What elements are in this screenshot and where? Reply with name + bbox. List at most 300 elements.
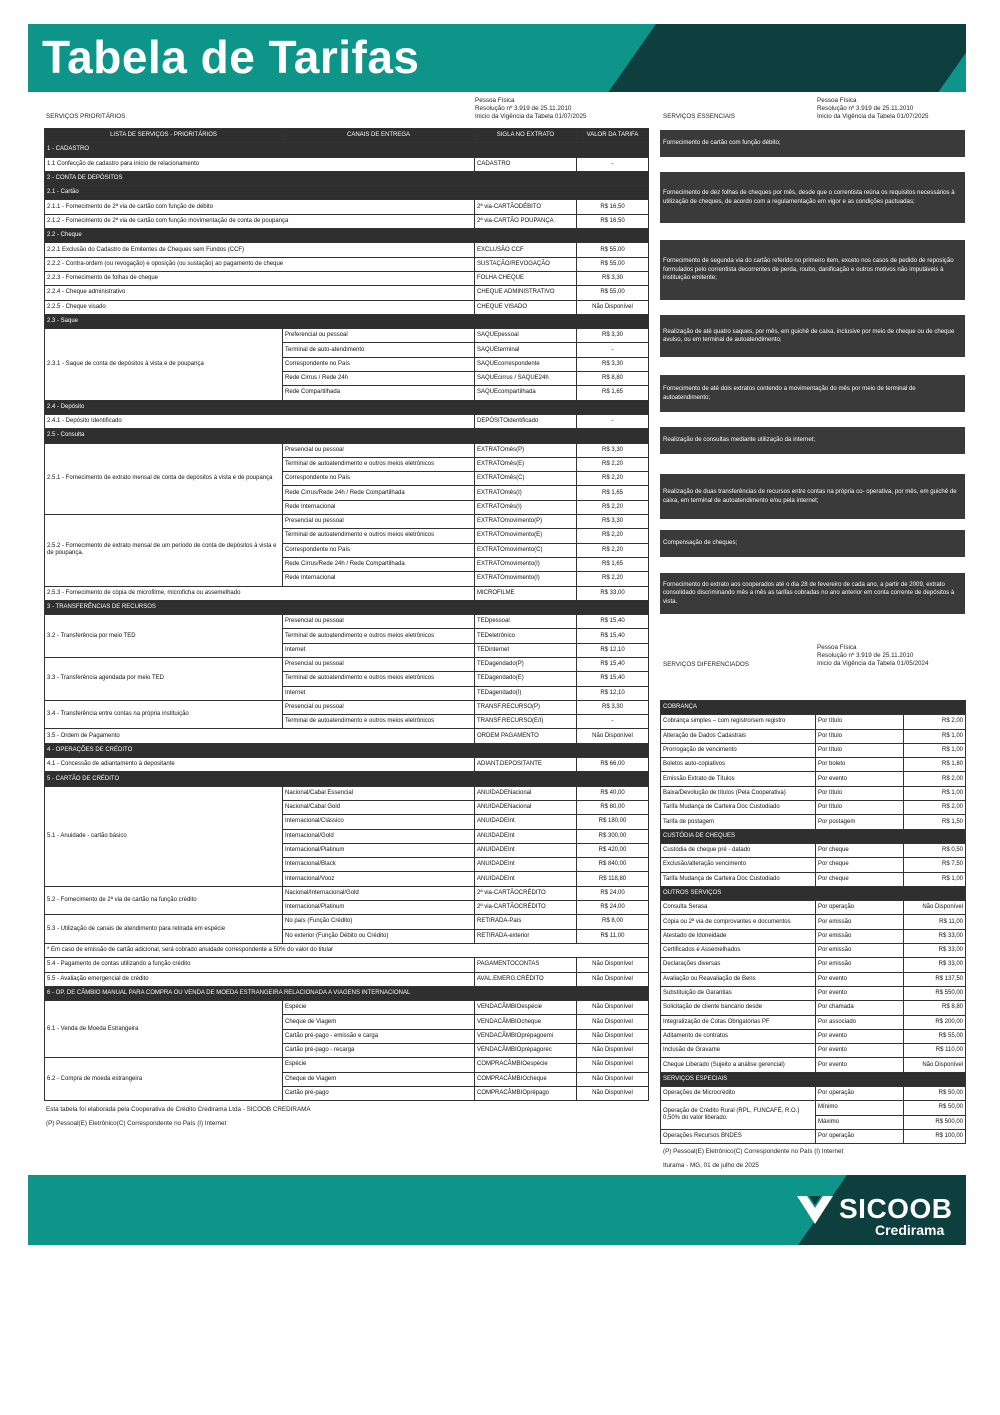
statement-code: VENDACÂMBIOespécie xyxy=(475,1001,577,1015)
right-meta-line: Resolução nº 3.919 de 25.11.2010 xyxy=(817,105,914,112)
fee-value: R$ 1,65 xyxy=(577,386,649,400)
statement-code: SAQUEcorrespondente xyxy=(475,357,577,371)
essencial-item: Fornecimento de segunda via do cartão referido no primeiro item, exceto nos casos de pedido de reposição formulados pelo correntista decorrentes de perda, roubo, danificação e outros motivos não imputáveis à instituição emitente; xyxy=(660,240,965,300)
fee-value: R$ 33,00 xyxy=(904,929,966,943)
charge-unit: Por evento xyxy=(816,986,904,1000)
table-row xyxy=(661,815,966,829)
right-section-label: SERVIÇOS ESSENCIAIS xyxy=(663,113,735,120)
table-row xyxy=(661,986,966,1000)
essencial-item: Fornecimento de até dois extratos contendo a movimentação do mês por meio de terminal de autoatendimento; xyxy=(660,375,965,412)
delivery-channel: Presencial ou pessoal xyxy=(283,700,475,714)
left-footer-note: Esta tabela foi elaborada pela Cooperativa de Crédito Credirama Ltda - SICOOB CREDIRAMA xyxy=(46,1106,311,1113)
fee-value: - xyxy=(577,715,649,729)
delivery-channel: Terminal de autoatendimento e outros meios eletrônicos xyxy=(283,672,475,686)
fee-value: R$ 24,00 xyxy=(577,901,649,915)
service-name: 2.5.3 - Fornecimento de cópia de microfilme, microficha ou assemelhado xyxy=(45,586,475,600)
diff-meta-line: Inicio da Vigência da Tabela 01/05/2024 xyxy=(817,660,929,667)
section-title: 1 - CADASTRO xyxy=(45,143,649,157)
statement-code: TEDpessoal xyxy=(475,615,577,629)
fee-value: R$ 2,20 xyxy=(577,472,649,486)
table-row xyxy=(45,243,649,257)
statement-code: TEDinternet xyxy=(475,643,577,657)
charge-unit: Por cheque xyxy=(816,872,904,886)
delivery-channel: Internacional/Platinum xyxy=(283,901,475,915)
table-row xyxy=(661,1029,966,1043)
statement-code: EXTRATOmovimento(P) xyxy=(475,515,577,529)
section-row xyxy=(45,143,649,157)
diff-meta-line: Pessoa Física xyxy=(817,644,857,651)
service-name: 2.1.2 - Fornecimento de 2ª via de cartão com função movimentação de conta de poupança xyxy=(45,214,475,228)
table-row xyxy=(45,329,649,343)
statement-code: AVAL.EMERG.CRÉDITO xyxy=(475,972,577,986)
service-name: 2.2.3 - Fornecimento de folhas de cheque xyxy=(45,271,475,285)
section-row xyxy=(661,886,966,900)
service-name: 3.2 - Transferência por meio TED xyxy=(45,615,283,658)
statement-code: RETIRADA-País xyxy=(475,915,577,929)
table-header-row xyxy=(45,129,649,143)
statement-code: 2ª via-CARTÃOCRÉDITO xyxy=(475,886,577,900)
delivery-channel: Preferencial ou pessoal xyxy=(283,329,475,343)
charge-unit: Por título xyxy=(816,715,904,729)
statement-code: ANUIDADEInt xyxy=(475,843,577,857)
service-name: 5.5 - Avaliação emergencial de crédito xyxy=(45,972,475,986)
charge-unit: Por evento xyxy=(816,972,904,986)
fee-value: R$ 550,00 xyxy=(904,986,966,1000)
charge-unit: Por operação xyxy=(816,1087,904,1101)
fee-value: Não Disponível xyxy=(577,1015,649,1029)
table-row xyxy=(45,958,649,972)
section-title: 2.1 - Cartão xyxy=(45,186,649,200)
table-row xyxy=(661,872,966,886)
service-name: Integralização de Cotas Obrigatórias PF xyxy=(661,1015,816,1029)
delivery-channel: Espécie xyxy=(283,1001,475,1015)
fee-value: Não Disponível xyxy=(577,300,649,314)
left-meta-line: Resolução nº 3.919 de 25.11.2010 xyxy=(475,105,572,112)
table-row xyxy=(661,1001,966,1015)
charge-unit: Por título xyxy=(816,729,904,743)
fee-value: Não Disponível xyxy=(577,1001,649,1015)
service-name: Cópia ou 2ª via de comprovantes e documentos xyxy=(661,915,816,929)
delivery-channel: Terminal de autoatendimento e outros meios eletrônicos xyxy=(283,715,475,729)
delivery-channel: Cartão pré-pago - recarga xyxy=(283,1044,475,1058)
charge-unit: Por evento xyxy=(816,1058,904,1072)
table-note: * Em caso de emissão de cartão adicional, será cobrado anuidade correspondente a 50% do valor do titular xyxy=(45,943,649,957)
charge-unit: Por emissão xyxy=(816,958,904,972)
statement-code: ANUIDADEInt xyxy=(475,872,577,886)
delivery-channel: Terminal de autoatendimento e outros meios eletrônicos xyxy=(283,529,475,543)
col-header: VALOR DA TARIFA xyxy=(577,129,649,143)
left-meta xyxy=(475,97,586,121)
service-name: Cobrança simples – com registro/sem registro xyxy=(661,715,816,729)
fee-value: R$ 1,00 xyxy=(904,743,966,757)
charge-unit: Por emissão xyxy=(816,915,904,929)
delivery-channel: Terminal de auto-atendimento xyxy=(283,343,475,357)
table-row xyxy=(661,729,966,743)
charge-unit: Por cheque xyxy=(816,858,904,872)
charge-unit: Por título xyxy=(816,743,904,757)
service-name: Tarifa Mudança de Carteira Doc Custodiado xyxy=(661,872,816,886)
delivery-channel: Nacional/Internacional/Gold xyxy=(283,886,475,900)
diferenciados-table xyxy=(660,700,966,1144)
table-row xyxy=(45,157,649,171)
fee-value: R$ 7,50 xyxy=(904,858,966,872)
fee-value: R$ 1,50 xyxy=(904,815,966,829)
table-row xyxy=(45,586,649,600)
fee-value: R$ 55,00 xyxy=(577,286,649,300)
table-row xyxy=(661,772,966,786)
delivery-channel: Rede Internacional xyxy=(283,500,475,514)
fee-value: Não Disponível xyxy=(577,729,649,743)
service-name: 1.1 Confecção de cadastro para início de relacionamento xyxy=(45,157,475,171)
table-row xyxy=(45,615,649,629)
delivery-channel: Internacional/Black xyxy=(283,858,475,872)
fee-value: R$ 15,40 xyxy=(577,672,649,686)
statement-code: 2ª via-CARTÃO POUPANÇA xyxy=(475,214,577,228)
sicoob-logo xyxy=(795,1190,955,1240)
essencial-item: Realização de consultas mediante utilização da internet; xyxy=(660,427,965,454)
service-name: Tarifa Mudança de Carteira Doc Custodiado xyxy=(661,801,816,815)
delivery-channel: Internet xyxy=(283,686,475,700)
statement-code: ANUIDADEInt xyxy=(475,829,577,843)
table-row xyxy=(661,915,966,929)
delivery-channel: No exterior (Função Débito ou Crédito) xyxy=(283,929,475,943)
fee-value: - xyxy=(577,343,649,357)
statement-code: 2ª via-CARTÃOCRÉDITO xyxy=(475,901,577,915)
fee-value: Não Disponível xyxy=(577,1058,649,1072)
delivery-channel: Internacional/Clássico xyxy=(283,815,475,829)
fee-value: R$ 16,50 xyxy=(577,200,649,214)
service-name: 3.3 - Transferência agendada por meio TED xyxy=(45,657,283,700)
statement-code: EXTRATOmovimento(I) xyxy=(475,572,577,586)
table-row xyxy=(45,915,649,929)
fee-value: R$ 2,20 xyxy=(577,543,649,557)
essencial-item: Fornecimento do extrato aos cooperados até o dia 28 de fevereiro de cada ano, a partir de 2009, extrato consolidado discriminando mês a mês as tarifas cobradas no ano anterior em conta corrente de depósitos à vista. xyxy=(660,573,965,614)
fee-value: R$ 8,00 xyxy=(577,915,649,929)
table-row xyxy=(45,758,649,772)
section-row xyxy=(661,1072,966,1086)
fee-value: R$ 118,80 xyxy=(577,872,649,886)
table-row xyxy=(45,972,649,986)
delivery-channel: Correspondente no País xyxy=(283,543,475,557)
statement-code: CADASTRO xyxy=(475,157,577,171)
essencial-item: Fornecimento de dez folhas de cheques por mês, desde que o correntista reúna os requisitos necessários à utilização de cheques, de acordo com a regulamentação em vigor e as condições pactuadas; xyxy=(660,172,965,223)
service-name: 6.2 - Compra de moeda estrangeira xyxy=(45,1058,283,1101)
service-name: Inclusão de Gravame xyxy=(661,1044,816,1058)
service-name: Consulta Serasa xyxy=(661,901,816,915)
right-footer-legend: (P) Pessoal(E) Eletrônico(C) Correspondente no País (I) Internet xyxy=(663,1148,844,1155)
fee-value: R$ 15,40 xyxy=(577,657,649,671)
delivery-channel: Correspondente no País xyxy=(283,472,475,486)
logo-sub: Credirama xyxy=(875,1222,945,1238)
delivery-channel: Nacional/Cabal Gold xyxy=(283,800,475,814)
delivery-channel: Terminal de autoatendimento e outros meios eletrônicos xyxy=(283,629,475,643)
service-name: 2.5.1 - Fornecimento de extrato mensal de conta de depósitos à vista e de poupança xyxy=(45,443,283,514)
statement-code: SAQUEterminal xyxy=(475,343,577,357)
statement-code: VENDACÂMBIOprépagorec xyxy=(475,1044,577,1058)
table-row xyxy=(45,886,649,900)
table-row xyxy=(661,1015,966,1029)
statement-code: EXTRATOmovimento(I) xyxy=(475,557,577,571)
page-title: Tabela de Tarifas xyxy=(42,31,420,83)
table-row xyxy=(661,1101,966,1115)
section-row xyxy=(45,400,649,414)
service-name: Declarações diversas xyxy=(661,958,816,972)
section-title: 2.2 - Cheque xyxy=(45,229,649,243)
fee-value: R$ 24,00 xyxy=(577,886,649,900)
statement-code: FOLHA CHEQUE xyxy=(475,271,577,285)
statement-code: ORDEM PAGAMENTO xyxy=(475,729,577,743)
section-row xyxy=(45,600,649,614)
section-title: 6 - OP. DE CÂMBIO MANUAL PARA COMPRA OU VENDA DE MOEDA ESTRANGEIRA RELACIONADA A VIAGENS INTERNACIONAL xyxy=(45,986,649,1000)
charge-unit: Por emissão xyxy=(816,929,904,943)
service-name: Prorrogação de vencimento xyxy=(661,743,816,757)
service-name: 2.3.1 - Saque de conta de depósitos à vista e de poupança xyxy=(45,329,283,400)
fee-value: R$ 16,50 xyxy=(577,214,649,228)
fee-value: R$ 55,00 xyxy=(577,243,649,257)
fee-value: R$ 1,65 xyxy=(577,557,649,571)
table-row xyxy=(661,843,966,857)
table-row xyxy=(661,1087,966,1101)
section-row xyxy=(661,829,966,843)
service-name: Custódia de cheque pré - datado xyxy=(661,843,816,857)
charge-unit: Por evento xyxy=(816,1029,904,1043)
section-title: 3 - TRANSFERÊNCIAS DE RECURSOS xyxy=(45,600,649,614)
fee-value: R$ 840,00 xyxy=(577,858,649,872)
statement-code: TEDagendado(I) xyxy=(475,686,577,700)
table-row xyxy=(661,858,966,872)
table-row xyxy=(45,286,649,300)
statement-code: ANUIDADEInt xyxy=(475,858,577,872)
service-name: Operações de Microcrédito xyxy=(661,1087,816,1101)
charge-unit: Por título xyxy=(816,786,904,800)
fee-value: R$ 0,50 xyxy=(904,843,966,857)
section-row xyxy=(45,743,649,757)
delivery-channel: Cheque de Viagem xyxy=(283,1072,475,1086)
service-name: 3.4 - Transferência entre contas na própria instituição xyxy=(45,700,283,729)
fee-value: R$ 55,00 xyxy=(904,1029,966,1043)
service-name: 2.4.1 - Depósito Identificado xyxy=(45,414,475,428)
statement-code: EXTRATOmovimento(E) xyxy=(475,529,577,543)
table-row xyxy=(45,200,649,214)
delivery-channel: Rede Cirrus/Rede 24h / Rede Compartilhada xyxy=(283,486,475,500)
fee-value: R$ 80,00 xyxy=(577,800,649,814)
charge-unit: Por operação xyxy=(816,901,904,915)
delivery-channel: Cartão pré-pago xyxy=(283,1086,475,1100)
fee-value: Não Disponível xyxy=(577,1086,649,1100)
fee-value: R$ 2,00 xyxy=(904,772,966,786)
service-name: 5.4 - Pagamento de contas utilizando a função crédito xyxy=(45,958,475,972)
left-section-label: SERVIÇOS PRIORITÁRIOS xyxy=(46,113,126,120)
table-row xyxy=(45,214,649,228)
fee-value: R$ 500,00 xyxy=(904,1115,966,1129)
table-row xyxy=(45,943,649,957)
section-row xyxy=(661,701,966,715)
section-title: OUTROS SERVIÇOS xyxy=(661,886,966,900)
table-row xyxy=(661,1044,966,1058)
fee-value: R$ 2,00 xyxy=(904,801,966,815)
statement-code: EXTRATOmês(I) xyxy=(475,500,577,514)
service-name: Baixa/Devolução de títulos (Pela Cooperativa) xyxy=(661,786,816,800)
charge-unit: Por emissão xyxy=(816,944,904,958)
delivery-channel: Presencial ou pessoal xyxy=(283,657,475,671)
statement-code: COMPRACÂMBIOprépago xyxy=(475,1086,577,1100)
fee-value: Não Disponível xyxy=(904,1058,966,1072)
section-row xyxy=(45,772,649,786)
delivery-channel: Internacional/Platinum xyxy=(283,843,475,857)
service-name: 5.2 - Fornecimento de 2ª via de cartão na função crédito xyxy=(45,886,283,915)
delivery-channel: No país (Função Crédito) xyxy=(283,915,475,929)
section-title: 4 - OPERAÇÕES DE CRÉDITO xyxy=(45,743,649,757)
left-meta-line: Inicio da Vigência da Tabela 01/07/2025 xyxy=(475,113,587,120)
section-title: 2.5 - Consulta xyxy=(45,429,649,443)
table-row xyxy=(45,414,649,428)
service-name: Cheque Liberado (Sujeito a análise gerencial) xyxy=(661,1058,816,1072)
table-row xyxy=(45,657,649,671)
statement-code: SAQUEcompartilhada xyxy=(475,386,577,400)
delivery-channel: Presencial ou pessoal xyxy=(283,515,475,529)
fee-value: R$ 15,40 xyxy=(577,615,649,629)
fee-value: R$ 12,10 xyxy=(577,643,649,657)
table-row xyxy=(661,944,966,958)
fee-value: R$ 300,00 xyxy=(577,829,649,843)
table-row xyxy=(45,257,649,271)
fee-value: R$ 420,00 xyxy=(577,843,649,857)
section-title: CUSTÓDIA DE CHEQUES xyxy=(661,829,966,843)
fee-value: R$ 2,00 xyxy=(904,715,966,729)
statement-code: EXCLUSÃO CCF xyxy=(475,243,577,257)
fee-value: Não Disponível xyxy=(577,1044,649,1058)
fee-value: R$ 1,65 xyxy=(577,486,649,500)
statement-code: TEDagendado(P) xyxy=(475,657,577,671)
table-row xyxy=(661,801,966,815)
fee-value: R$ 1,00 xyxy=(904,729,966,743)
statement-code: TRANSF.RECURSO(P) xyxy=(475,700,577,714)
fee-value: R$ 55,00 xyxy=(577,257,649,271)
table-row xyxy=(661,958,966,972)
service-name: 3.5 - Ordem de Pagamento xyxy=(45,729,475,743)
statement-code: COMPRACÂMBIOespécie xyxy=(475,1058,577,1072)
logo-word: SICOOB xyxy=(839,1193,953,1224)
statement-code: VENDACÂMBIOprépagoemi xyxy=(475,1029,577,1043)
fee-value: R$ 180,00 xyxy=(577,815,649,829)
fee-value: R$ 137,50 xyxy=(904,972,966,986)
charge-unit: Por evento xyxy=(816,1044,904,1058)
service-name: 2.2.1 Exclusão do Cadastro de Emitentes de Cheques sem Fundos (CCF) xyxy=(45,243,475,257)
statement-code: SAQUEpessoal xyxy=(475,329,577,343)
section-row xyxy=(45,186,649,200)
service-name: Atestado de Idoneidade xyxy=(661,929,816,943)
fee-value: R$ 33,00 xyxy=(904,958,966,972)
fee-value: R$ 3,30 xyxy=(577,515,649,529)
col-header: SIGLA NO EXTRATO xyxy=(475,129,577,143)
section-row xyxy=(45,229,649,243)
table-row xyxy=(45,271,649,285)
essencial-item: Realização de duas transferências de recursos entre contas na própria co- operativa, por mês, em guichê de caixa, em terminal de autoatendimento e/ou pela internet; xyxy=(660,474,965,519)
service-name: 2.2.4 - Cheque administrativo xyxy=(45,286,475,300)
fee-value: R$ 2,20 xyxy=(577,457,649,471)
charge-unit: Por cheque xyxy=(816,843,904,857)
fee-value: R$ 3,30 xyxy=(577,329,649,343)
table-row xyxy=(661,758,966,772)
section-title: 2.4 - Depósito xyxy=(45,400,649,414)
fee-value: - xyxy=(577,414,649,428)
fee-value: Não Disponível xyxy=(577,1072,649,1086)
section-title: SERVIÇOS ESPECIAIS xyxy=(661,1072,966,1086)
section-title: 2.3 - Saque xyxy=(45,314,649,328)
fee-value: - xyxy=(577,157,649,171)
delivery-channel: Correspondente no País xyxy=(283,357,475,371)
header-banner xyxy=(28,24,966,92)
statement-code: TRANSF.RECURSO(E/I) xyxy=(475,715,577,729)
charge-unit: Mínimo xyxy=(816,1101,904,1115)
statement-code: EXTRATOmovimento(C) xyxy=(475,543,577,557)
statement-code: ADIANT.DEPOSITANTE xyxy=(475,758,577,772)
header-dark-band xyxy=(608,24,966,92)
delivery-channel: Rede Internacional xyxy=(283,572,475,586)
fee-value: R$ 40,00 xyxy=(577,786,649,800)
essencial-item: Fornecimento de cartão com função débito; xyxy=(660,130,965,157)
section-row xyxy=(45,429,649,443)
fee-value: R$ 200,00 xyxy=(904,1015,966,1029)
diff-meta-line: Resolução nº 3.919 de 25.11.2010 xyxy=(817,652,914,659)
fee-value: R$ 3,30 xyxy=(577,443,649,457)
table-row xyxy=(661,901,966,915)
statement-code: MICROFILME xyxy=(475,586,577,600)
section-title: 2 - CONTA DE DEPÓSITOS xyxy=(45,171,649,185)
table-row xyxy=(45,786,649,800)
diff-section-label: SERVIÇOS DIFERENCIADOS xyxy=(663,661,749,668)
delivery-channel: Rede Compartilhada xyxy=(283,386,475,400)
delivery-channel: Presencial ou pessoal xyxy=(283,615,475,629)
fee-value: R$ 50,00 xyxy=(904,1101,966,1115)
fee-value: R$ 50,00 xyxy=(904,1087,966,1101)
charge-unit: Por associado xyxy=(816,1015,904,1029)
fee-value: R$ 8,80 xyxy=(577,372,649,386)
fee-value: R$ 11,00 xyxy=(904,915,966,929)
statement-code: EXTRATOmês(E) xyxy=(475,457,577,471)
service-name: Boletos auto-copiativos xyxy=(661,758,816,772)
section-row xyxy=(45,986,649,1000)
table-row xyxy=(45,1058,649,1072)
statement-code: VENDACÂMBIOcheque xyxy=(475,1015,577,1029)
delivery-channel: Rede Cirrus/Rede 24h / Rede Compartilhada xyxy=(283,557,475,571)
fee-value: R$ 2,20 xyxy=(577,529,649,543)
statement-code: TEDeletrônico xyxy=(475,629,577,643)
table-row xyxy=(45,300,649,314)
table-row xyxy=(45,1001,649,1015)
charge-unit: Por chamada xyxy=(816,1001,904,1015)
left-meta-line: Pessoa Física xyxy=(475,97,515,104)
fee-value: R$ 2,20 xyxy=(577,500,649,514)
fee-value: R$ 100,00 xyxy=(904,1129,966,1143)
right-footer-date: Iturama - MG, 01 de julho de 2025 xyxy=(663,1162,759,1169)
statement-code: TEDagendado(E) xyxy=(475,672,577,686)
right-meta-line: Inicio da Vigência da Tabela 01/07/2025 xyxy=(817,113,929,120)
service-name: 5.3 - Utilização de canais de atendimento para retirada em espécie xyxy=(45,915,283,944)
delivery-channel: Internacional/Gold xyxy=(283,829,475,843)
fee-value: Não Disponível xyxy=(577,1029,649,1043)
charge-unit: Por evento xyxy=(816,772,904,786)
fee-value: R$ 12,10 xyxy=(577,686,649,700)
table-row xyxy=(45,700,649,714)
statement-code: ANUIDADEInt xyxy=(475,815,577,829)
fee-value: R$ 1,00 xyxy=(904,872,966,886)
table-row xyxy=(661,1058,966,1072)
fee-value: R$ 2,20 xyxy=(577,572,649,586)
diff-meta xyxy=(817,644,928,668)
section-title: 5 - CARTÃO DE CRÉDITO xyxy=(45,772,649,786)
charge-unit: Por boleto xyxy=(816,758,904,772)
